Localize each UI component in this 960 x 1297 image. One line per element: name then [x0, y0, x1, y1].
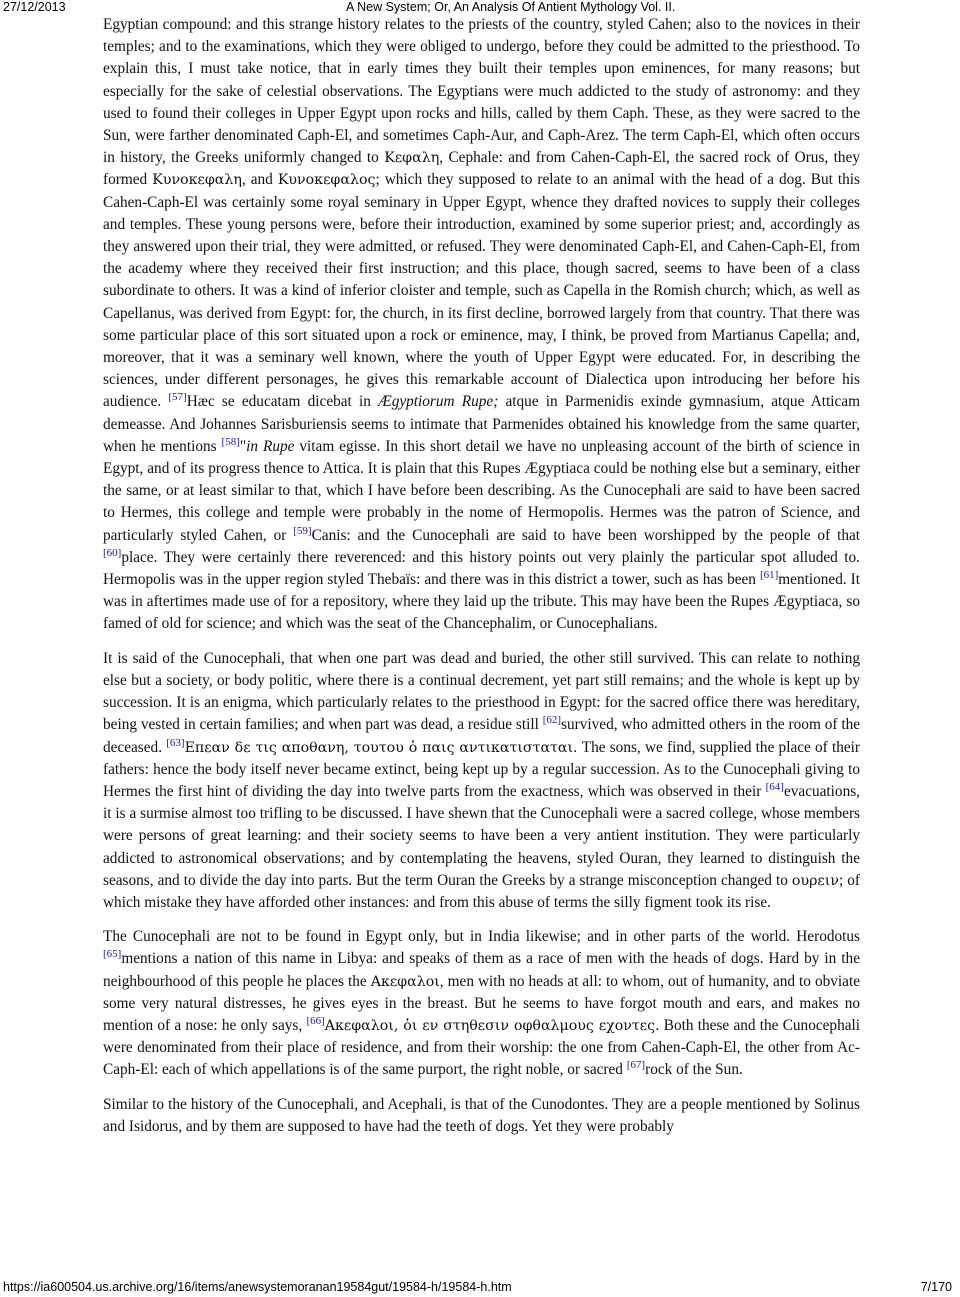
page-title: A New System; Or, An Analysis Of Antient Mythology Vol. II. — [346, 0, 676, 14]
document-body — [103, 14, 860, 1150]
latin-italic: Ægyptiorum Rupe; — [378, 393, 499, 411]
text-run: place. They were certainly there reverenced: and this history points out very plainly the particular spot alluded to. Hermopolis was in the upper region styled Thebaïs: and there was in this district a tower, such as has been — [103, 548, 860, 589]
greek-quote: Επεαν δε τις αποθανη, τουτου ὁ παις αντικατισταται. — [184, 739, 578, 756]
text-run: It is said of the Cunocephali, that when one part was dead and buried, the other still survived. This can relate to nothing else but a society, or body politic, where there is a continual decrement, yet part still remains; and the whole is kept up by succession. It is an enigma, which particularly relates to the priesthood in Egypt: for the sacred office there was hereditary, being vested in certain families; and when part was dead, a residue still — [103, 649, 860, 734]
footnote-link-57[interactable]: [57] — [168, 391, 187, 404]
greek-quote: Ακεφαλοι, ὁι εν στηθεσιν οφθαλμους εχοντες. — [324, 1017, 660, 1034]
text-run: The Cunocephali are not to be found in Egypt only, but in India likewise; and in other parts of the world. Herodotus — [103, 928, 860, 946]
text-run: mentions a nation of this name in Libya: and speaks of them as a race of men with the heads of dogs. Hard by in the neighbourhood of this people he places the — [103, 950, 860, 990]
source-url: https://ia600504.us.archive.org/16/items/anewsystemoranan19584gut/19584-h/19584-h.htm — [3, 1280, 512, 1294]
text-run: , and — [241, 171, 278, 189]
text-run: survived, who admitted others in the room of the deceased. — [103, 716, 861, 756]
paragraph-2 — [103, 648, 860, 914]
greek-word: Κυνοκεφαλος — [277, 172, 376, 189]
footnote-link-59[interactable]: [59] — [293, 524, 312, 537]
text-run: atque in Parmenidis exinde gymnasium, atque Atticam demeasse. And Johannes Sarisburiensis seems to intimate that Parmenides obtained his knowledge from the same quarter, when he mentions — [103, 393, 860, 455]
footnote-link-67[interactable]: [67] — [626, 1059, 646, 1072]
paragraph-4 — [103, 1094, 860, 1138]
text-run: evacuations, it is a surmise almost too trifling to be discussed. I have shewn that the Cunocephali were a sacred college, whose members were persons of great learning: and their society seems to have been a very antient institution. They were particularly addicted to astronomical observations; and by contemplating the heavens, styled Ouran, they learned to distinguish the seasons, and to divide the day into parts. But the term Ouran the Greeks by a strange misconception changed to — [103, 782, 860, 889]
text-run: Hæc se educatam dicebat in — [186, 393, 379, 411]
page-counter: 7/170 — [920, 1280, 952, 1294]
text-run: rock of the Sun. — [645, 1061, 743, 1079]
footnote-link-60[interactable]: [60] — [103, 546, 122, 559]
text-run: mentioned. It was in aftertimes made use of for a repository, where they laid up the tribute. This may have been the Rupes Ægyptiaca, so famed of old for science; and which was the seat of the Chancephalim, or Cunocephalians. — [103, 571, 860, 633]
text-run: , men with no heads at all: to whom, out of humanity, and to obviate some very natural distresses, he gives eyes in the breast. But he seems to have forgot mouth and ears, and makes no mention of a nose: he only says, — [103, 972, 860, 1034]
text-run: The sons, we find, supplied the place of their fathers: hence the body itself never became extinct, being kept up by a regular succession. As to the Cunocephali giving to Hermes the first hint of dividing the day into twelve parts from the exactness, which was observed in their — [103, 738, 860, 800]
text-run: Both these and the Cunocephali were denominated from their place of residence, and from their worship: the one from Cahen-Caph-El, the other from Ac-Caph-El: each of which appellations is of the same purport, the right noble, or sacred — [103, 1016, 861, 1079]
footnote-link-64[interactable]: [64] — [765, 780, 784, 793]
footnote-link-58[interactable]: [58] — [221, 435, 240, 448]
latin-italic: in Rupe — [246, 437, 295, 455]
text-run: ; which they supposed to relate to an animal with the head of a dog. But this Cahen-Caph-El was certainly some royal seminary in Upper Egypt, whence they drafted novices to supply their colleges and temples. These young persons were, before their introduction, examined by some superior priest; and, accordingly as they answered upon their trial, they were admitted, or refused. They were denominated Caph-El, and Cahen-Caph-El, from the academy where they received their first instruction; and this place, though sacred, seems to have been of a class subordinate to others. It was a kind of inferior cloister and temple, such as Capella in the Romish church; which, as well as Capellanus, was derived from Egypt: for, the church, in its first decline, borrowed largely from that country. That there was some particular place of this sort situated upon a rock or eminence, may, I think, be proved from Martianus Capella; and, moreover, that it was a seminary well known, where the youth of Upper Egypt were educated. For, in describing the sciences, under different personages, he gives this remarkable account of Dialectica upon introducing her before his audience. — [103, 171, 860, 411]
paragraph-3 — [103, 926, 860, 1081]
footnote-link-65[interactable]: [65] — [103, 948, 122, 961]
footnote-link-62[interactable]: [62] — [542, 714, 562, 727]
footnote-link-61[interactable]: [61] — [759, 568, 779, 581]
greek-word: Κεφαλη — [384, 150, 440, 167]
text-run: , Cephale: and from Cahen-Caph-El, the sacred rock of Orus, they formed — [103, 149, 860, 189]
print-date: 27/12/2013 — [3, 0, 66, 14]
text-run: ; of which mistake they have afforded other instances: and from this abuse of terms the silly figment took its rise. — [103, 871, 860, 911]
greek-word: Κυνοκεφαλη — [152, 172, 242, 189]
greek-word: Ακεφαλοι — [370, 973, 440, 990]
greek-word: ουρειν — [791, 872, 839, 889]
text-run: " — [239, 437, 247, 455]
text-run: vitam egisse. In this short detail we have no unpleasing account of the birth of science in Egypt, and of its progress thence to Attica. It is plain that this Rupes Ægyptiaca could be nothing else but a seminary, either the same, or at least similar to that, which I have before been describing. As the Cunocephali are said to have been sacred to Hermes, this college and temple were probably in the nome of Hermopolis. Hermes was the patron of Science, and particularly styled Cahen, or — [103, 437, 860, 544]
footnote-link-66[interactable]: [66] — [306, 1014, 325, 1027]
text-run: Similar to the history of the Cunocephali, and Acephali, is that of the Cunodontes. They are a people mentioned by Solinus and Isidorus, and by them are supposed to have had the teeth of dogs. Yet they were probably — [103, 1095, 860, 1135]
text-run: Canis: and the Cunocephali are said to have been worshipped by the people of that — [311, 526, 861, 544]
paragraph-1 — [103, 14, 860, 636]
text-run: Egyptian compound: and this strange history relates to the priests of the country, styled Cahen; also to the novices in their temples; and to the examinations, which they were obliged to undergo, before they could be admitted to the priesthood. To explain this, I must take notice, that in early times they built their temples upon eminences, for many reasons; but especially for the sake of celestial observations. The Egyptians were much addicted to the study of astronomy: and they used to found their colleges in Upper Egypt upon rocks and hills, called by them Caph. These, as they were sacred to the Sun, were farther denominated Caph-El, and sometimes Caph-Aur, and Caph-Arez. The term Caph-El, which often occurs in history, the Greeks uniformly changed to — [103, 16, 860, 167]
footnote-link-63[interactable]: [63] — [166, 736, 185, 749]
